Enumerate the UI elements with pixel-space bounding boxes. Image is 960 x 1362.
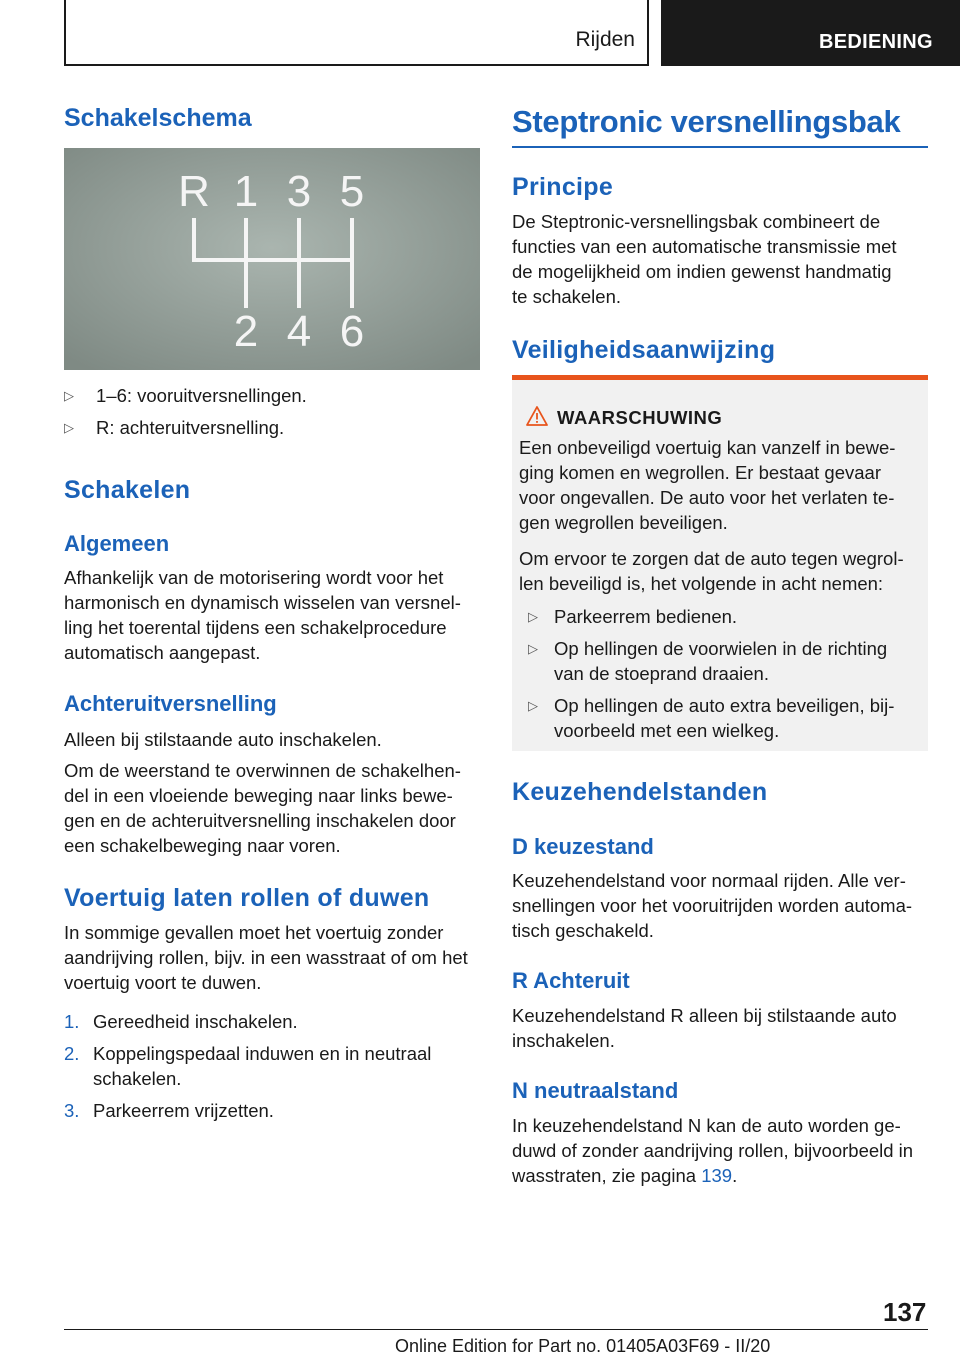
warning-paragraph-2: Om ervoor te zorgen dat de auto tegen wegrol- len beveiligd is, het volgende in acht nemen: <box>519 548 904 594</box>
footer-rule <box>64 1329 928 1330</box>
n-neutraal-heading: N neutraalstand <box>512 1078 679 1103</box>
page-number: 137 <box>883 1297 927 1327</box>
veiligheid-heading: Veiligheidsaanwijzing <box>512 336 776 364</box>
schakelen-heading: Schakelen <box>64 476 191 504</box>
principe-paragraph: De Steptronic-versnellingsbak combineert de functies van een automatische transmissie met de mogelijkheid om indien gewenst handmatig te schakelen. <box>512 211 897 307</box>
rollen-paragraph: In sommige gevallen moet het voertuig zonder aandrijving rollen, bijv. in een wasstraat of om het voertuig voort te duwen. <box>64 922 468 993</box>
warning-triangle-icon <box>526 406 548 426</box>
header-chapter-label: BEDIENING <box>819 31 933 53</box>
gear-label-r: R <box>178 167 210 216</box>
gear-label-4: 4 <box>286 307 312 356</box>
gear-label-1: 1 <box>233 167 259 216</box>
list-item: 2. Koppelingspedaal induwen en in neutraal schakelen. <box>64 1043 432 1089</box>
header-section-box <box>64 0 649 66</box>
triangle-bullet-icon: ▷ <box>64 388 74 403</box>
algemeen-paragraph: Afhankelijk van de motorisering wordt voor het harmonisch en dynamisch wisselen van versnel- ling het toerental tijdens een schakelprocedure automatisch aangepast. <box>64 567 461 663</box>
triangle-bullet-icon: ▷ <box>528 609 538 624</box>
d-paragraph: Keuzehendelstand voor normaal rijden. Alle ver- snellingen voor het vooruitrijden worden automa- tisch geschakeld. <box>512 870 913 941</box>
achteruit-paragraph-1: Alleen bij stilstaande auto inschakelen. <box>64 729 382 750</box>
keuzehendel-heading: Keuzehendelstanden <box>512 778 768 806</box>
principe-heading: Principe <box>512 173 614 201</box>
heading-rule <box>512 146 928 148</box>
d-keuzestand-heading: D keuzestand <box>512 834 654 859</box>
rollen-heading: Voertuig laten rollen of duwen <box>64 884 430 912</box>
triangle-bullet-icon: ▷ <box>528 698 538 713</box>
footer-edition: Online Edition for Part no. 01405A03F69 - II/20 <box>395 1336 771 1356</box>
gear-label-5: 5 <box>339 167 365 216</box>
warning-paragraph-1: Een onbeveiligd voertuig kan vanzelf in bewe- ging komen en wegrollen. Er bestaat gevaar voor ongevallen. De auto voor het verlaten te- gen wegrollen beveiligen. <box>519 437 896 533</box>
gear-label-6: 6 <box>339 307 365 356</box>
list-item: ▷ Op hellingen de auto extra beveiligen, bij- voorbeeld met een wielkeg. <box>528 695 895 741</box>
schakelschema-heading: Schakelschema <box>64 104 252 132</box>
header-section-label: Rijden <box>575 28 635 51</box>
gear-label-3: 3 <box>286 167 312 216</box>
gear-label-2: 2 <box>233 307 259 356</box>
algemeen-heading: Algemeen <box>64 531 170 556</box>
r-achteruit-heading: R Achteruit <box>512 968 630 993</box>
n-paragraph: In keuzehendelstand N kan de auto worden ge- duwd of zonder aandrijving rollen, bijvoorbeeld in wasstraten, zie pagina 139. <box>512 1115 914 1186</box>
triangle-bullet-icon: ▷ <box>64 420 74 435</box>
page-link-139[interactable]: 139 <box>701 1165 733 1186</box>
achteruit-paragraph-2: Om de weerstand te overwinnen de schakelhen- del in een vloeiende beweging naar links bewe- gen en de achteruitversnelling inschakelen door een schakelbeweging naar voren. <box>64 760 461 856</box>
achteruitversnelling-heading: Achteruitversnelling <box>64 691 277 716</box>
list-item: ▷ Op hellingen de voorwielen in de richting van de stoeprand draaien. <box>528 638 888 684</box>
warning-title: WAARSCHUWING <box>557 407 723 428</box>
triangle-bullet-icon: ▷ <box>528 641 538 656</box>
warning-box: WAARSCHUWING Een onbeveiligd voertuig kan vanzelf in bewe- ging komen en wegrollen. Er bestaat gevaar voor ongevallen. De auto voor het verlaten te- gen wegrollen beveiligen. Om ervoor te zorgen dat de auto tegen wegrol- len beveiligd is, het volgende in acht nemen: ▷ Parkeerrem bedienen. ▷ Op hellingen de voorwielen in de richting van de stoeprand draaien. ▷ Op hellingen de auto extra beveiligen, bij- voorbeeld met een wielkeg. <box>512 375 928 751</box>
r-paragraph: Keuzehendelstand R alleen bij stilstaande auto inschakelen. <box>512 1005 897 1051</box>
gear-shift-diagram <box>64 148 480 370</box>
steptronic-heading: Steptronic versnellingsbak <box>512 104 901 139</box>
header-chapter-box <box>661 0 960 66</box>
